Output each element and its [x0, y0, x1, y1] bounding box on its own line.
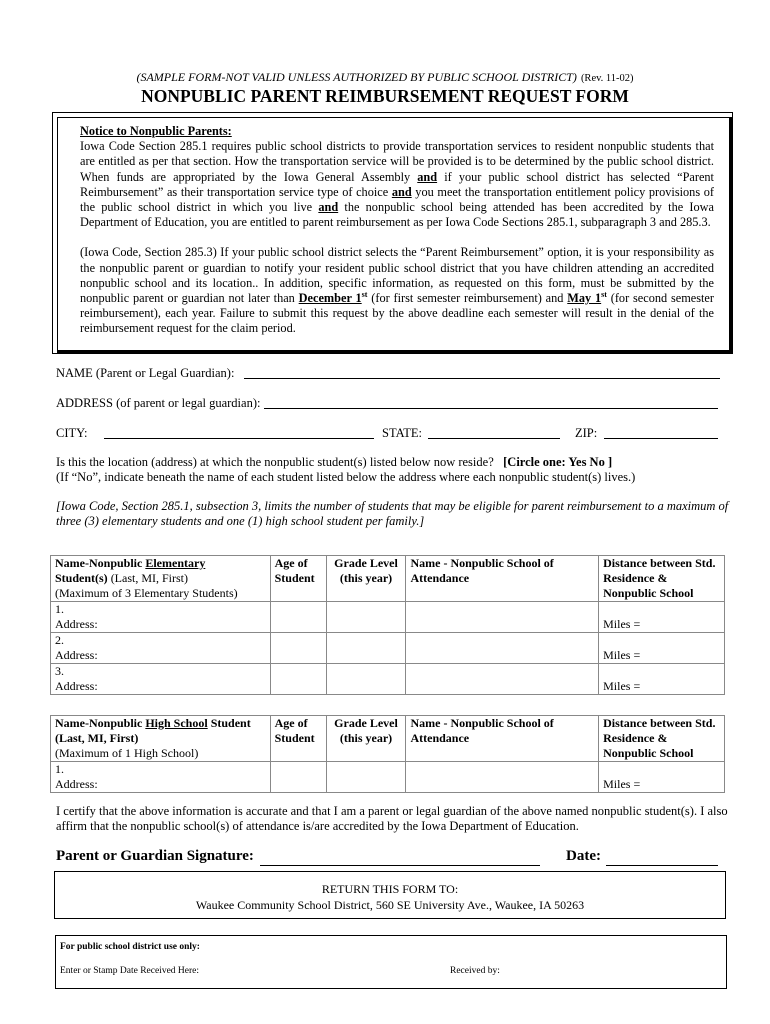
name-field[interactable] [244, 378, 720, 379]
notice-text [80, 124, 714, 337]
high-school-name-header: Name-Nonpublic High School Student (Last, MI, First) (Maximum of 1 High School) [51, 716, 271, 762]
name-label: NAME (Parent or Legal Guardian): [56, 366, 235, 380]
school-cell[interactable] [406, 762, 599, 793]
school-cell[interactable] [406, 664, 599, 695]
miles-cell[interactable]: Miles = [599, 602, 725, 633]
table-row [51, 602, 725, 633]
grade-level-header: Grade Level (this year) [326, 556, 406, 602]
notice-paragraph-1: Iowa Code Section 285.1 requires public school districts to provide transportation services to resident nonpublic students that are entitled as per that section. How the transportation service will be provided is to be determined by the public school district. When funds are appropriated by the Iowa General Assembly and if your public school district has selected “Parent Reimbursement” as their transportation service type of choice and you meet the transportation entitlement policy provisions of the public school district in which you live and the nonpublic school being attended has been accredited by the Iowa Department of Education, you are entitled to parent reimbursement as per Iowa Code Sections 285.1, subparagraph 3 and 285.3. [80, 139, 714, 230]
student-limit-note: [Iowa Code, Section 285.1, subsection 3, limits the number of students that may be eligible for parent reimbursement to a maximum of three (3) elementary students and one (1) high school student per family.] [56, 499, 729, 528]
sample-notice [0, 70, 770, 86]
distance-header: Distance between Std. Residence & Nonpublic School [599, 556, 725, 602]
elementary-table-header [51, 556, 725, 602]
high-school-student-cell[interactable]: 1. Address: [51, 762, 271, 793]
state-label: STATE: [382, 426, 422, 440]
distance-header: Distance between Std. Residence & Nonpublic School [599, 716, 725, 762]
elementary-student-1-cell[interactable]: 1. Address: [51, 602, 271, 633]
address-label: ADDRESS (of parent or legal guardian): [56, 396, 261, 410]
zip-label: ZIP: [575, 426, 598, 440]
age-header: Age of Student [270, 716, 326, 762]
grade-level-header: Grade Level (this year) [326, 716, 406, 762]
school-name-header: Name - Nonpublic School of Attendance [406, 716, 599, 762]
school-cell[interactable] [406, 602, 599, 633]
return-heading: RETURN THIS FORM TO: [321, 882, 459, 896]
table-row [51, 762, 725, 793]
school-name-header: Name - Nonpublic School of Attendance [406, 556, 599, 602]
elementary-students-table [50, 555, 725, 695]
city-label: CITY: [56, 426, 88, 440]
revision-label: (Rev. 11-02) [580, 73, 634, 84]
elementary-student-3-cell[interactable]: 3. Address: [51, 664, 271, 695]
return-address [54, 881, 726, 913]
date-label: Date: [566, 848, 601, 864]
miles-cell[interactable]: Miles = [599, 633, 725, 664]
age-cell[interactable] [270, 762, 326, 793]
notice-paragraph-2: (Iowa Code, Section 285.3) If your public school district selects the “Parent Reimbursement” option, it is your responsibility as the nonpublic parent or guardian to notify your resident public school district that you have children attending an accredited nonpublic school and its location.. In addition, specific information, as requested on this form, must be submitted by the nonpublic parent or guardian not later than December 1st (for first semester reimbursement) and May 1st (for second semester reimbursement), each year. Failure to submit this request by the above deadline each semester will result in the denial of the reimbursement request for the claim period. [80, 245, 714, 336]
received-by-label: Received by: [450, 966, 500, 976]
form-title: NONPUBLIC PARENT REIMBURSEMENT REQUEST FORM [141, 86, 629, 106]
zip-field[interactable] [604, 438, 718, 439]
date-field[interactable] [606, 865, 718, 866]
location-question-text: Is this the location (address) at which the nonpublic student(s) listed below now reside? [56, 455, 494, 469]
age-cell[interactable] [270, 602, 326, 633]
grade-cell[interactable] [326, 762, 406, 793]
state-field[interactable] [428, 438, 560, 439]
table-row [51, 633, 725, 664]
grade-cell[interactable] [326, 602, 406, 633]
office-use-title: For public school district use only: [60, 942, 200, 952]
miles-cell[interactable]: Miles = [599, 664, 725, 695]
certification-statement: I certify that the above information is accurate and that I am a parent or legal guardian of the above named nonpublic student(s). I also affirm that the nonpublic school(s) of attendance is/are accredited by the Iowa Department of Education. [56, 804, 728, 833]
age-header: Age of Student [270, 556, 326, 602]
high-school-table-header [51, 716, 725, 762]
return-district-address: Waukee Community School District, 560 SE University Ave., Waukee, IA 50263 [195, 898, 585, 912]
age-cell[interactable] [270, 664, 326, 695]
location-question [56, 455, 736, 470]
address-field[interactable] [264, 408, 718, 409]
table-row [51, 664, 725, 695]
school-cell[interactable] [406, 633, 599, 664]
signature-field[interactable] [260, 865, 540, 866]
notice-heading: Notice to Nonpublic Parents: [80, 124, 232, 138]
elementary-name-header: Name-Nonpublic Elementary Student(s) (Last, MI, First) (Maximum of 3 Elementary Students) [51, 556, 271, 602]
miles-cell[interactable]: Miles = [599, 762, 725, 793]
grade-cell[interactable] [326, 633, 406, 664]
high-school-student-table [50, 715, 725, 793]
date-received-label: Enter or Stamp Date Received Here: [60, 966, 200, 976]
grade-cell[interactable] [326, 664, 406, 695]
location-instruction: (If “No”, indicate beneath the name of each student listed below the address where each nonpublic student(s) lives.) [56, 470, 636, 484]
city-field[interactable] [104, 438, 374, 439]
circle-one-yes-no[interactable]: [Circle one: Yes No ] [503, 455, 613, 469]
signature-label: Parent or Guardian Signature: [56, 848, 254, 864]
sample-notice-text: (SAMPLE FORM-NOT VALID UNLESS AUTHORIZED BY PUBLIC SCHOOL DISTRICT) [136, 70, 577, 84]
age-cell[interactable] [270, 633, 326, 664]
elementary-student-2-cell[interactable]: 2. Address: [51, 633, 271, 664]
